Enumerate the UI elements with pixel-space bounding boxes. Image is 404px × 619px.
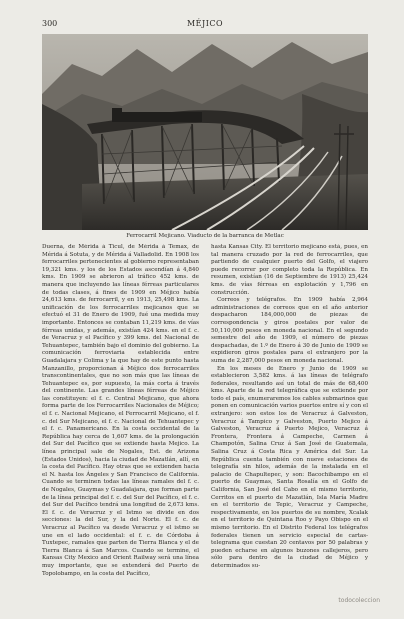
right-paragraph-2: Correos y telégrafos. En 1909 había 2,964 administraciones de correos que en el año anterior despacharon 184,000,000 de piezas de correspondencia y giros postales por valor de 50,110,000 pesos en moneda nacional. En el segundo semestre del año de 1909, el número de piezas despachadas, de 1.º de Enero á 30 de Junio de 1909 se expidieron giros postales para el extranjero por la suma de 2,287,000 pesos en moneda nacional. (211, 297, 368, 364)
left-paragraph-1: Duerna, de Mérida á Ticul, de Mérida á Temax, de Mérida á Sotuta, y de Mérida á Valladolid. En 1908 los ferrocarriles pertenecientes al gobierno representaban 19,321 kms. y los de los Estados ascendían á 4,840 kms. En 1909 se abrieron al tráfico 452 kms. de manera que incluyendo las líneas férreas particulares de todas clases, á fines de 1909 en Méjico había 24,613 kms. de ferrocarril, y en 1913, 25,498 kms. La unificación de los ferrocarriles mejicanos que se efectuó el 31 de Enero de 1909, fué una medida muy importante. Entonces se contaban 11,219 kms. de vías férreas unidas, y además, existían 424 kms. en el f. c. de Veracruz y el Pacífico y 399 kms. del Nacional de Tehuantepec, también bajo el dominio del gobierno. La comunicación ferroviaria establecida entre Guadalajara y Colima y la que hay de este punto hasta Manzanillo, proporcionan á Méjico dos ferrocarriles transcontinentales, que no son más que las líneas de Tehuantepec es, por supuesto, la más corta á través del continente. Las grandes líneas férreas de Méjico las constituyen: el f. c. Central Mejicano, que ahora forma parte de los Ferrocarriles Nacionales de Méjico; el f. c. Nacional Mejicano, el Ferrocarril Mejicano, el f. c. del Sur Mejicano, el f. c. Nacional de Tehuantepec y el f. c. Panamericano. En la costa occidental de la República hay cerca de 1,607 kms. de la prolongación del Sur del Pacífico que se extiende hasta Mejico. La línea principal sale de Nogales, Est. de Arizona (Estados Unidos), hacia la ciudad de Mazatlán, allí, en la costa del Pacífico. Hay otras que se extienden hacia el N. hasta los Ángeles y San Francisco de California. Cuando se terminen todas las líneas ramales del f. c. de Nogales, Guaymas y Guadalajara, que forman parte de la línea principal del f. c. del Sur del Pacífico, el f. c. del Sur del Pacífico tendrá una longitud de 2,673 kms. El f. c. de Veracruz y el Istmo se divide en dos secciones: la del Sur, y la del Norte. El f. c. de Veracruz al Pacífico va desde Veracruz y el istmo se une en el lado occidental: el f. c. de Córdoba á Tuxtepec, ramales que parten de Tierra Blanca y el de Tierra Blanca á San Marcos. Cuando se termine, el Kansas City Mexico and Orient Railway será una línea muy importante, que se extenderá del Puerto de Topolobampo, en la costa del Pacífico, (42, 244, 199, 577)
right-paragraph-1: hasta Kansas City. El territorio mejicano está, pues, en tal manera cruzado por la red de ferrocarriles, que partiendo de cualquier puerto del Golfo, el viajero puede recorrer por completo toda la República. En resumen, existían (16 de Septiembre de 1913) 25,424 kms. de vías férreas en explotación y 1,796 en construcción. (211, 244, 368, 296)
right-column (211, 244, 368, 610)
photo-caption: Ferrocarril Mejicano. Viaducto de la barranca de Metlac (126, 233, 284, 239)
left-column (42, 244, 199, 610)
right-paragraph-3: En los meses de Enero y Junio de 1909 se establecieron 3,582 kms. á las líneas de telégrafo federales, resultando así un total de más de 68,400 kms. Aparte de la red telegráfica que se extiende por todo el país, enumeraremos los cables submarinos que ponen en comunicación varios puertos entre sí y con el extranjero: son estos los de Veracruz á Galveston, Veracruz á Tampico y Galveston, Puerto Mejico á Galveston, Veracruz á Puerto Mejico, Veracruz á Frontera, Frontera á Campeche, Carmen á Champotón, Salina Cruz á San José de Guatemala, Salina Cruz á Costa Rica y América del Sur. La República cuenta también con nueve estaciones de telegrafía sin hilos, además de la instalada en el palacio de Chapultepec, y son: Bacochibampo en el puerto de Guaymas, Santa Rosalía en el Golfo de California, San José del Cabo en el mismo territorio, Cerritos en el puerto de Mazatlán, Isla María Madre en el territorio de Tepic, Veracruz y Campeche, respectivamente, en los puertos de su nombre, Xcalak en el territorio de Quintana Roo y Payo Obispo en el mismo territorio. En el Distrito Federal los telégrafos federales tienen un servicio especial de cartas-telegrama que cuestan 20 centavos por 50 palabras y pueden echarse en algunos buzones callejeros, pero sólo para dentro de la ciudad de Méjico y determinados su- (211, 365, 368, 569)
running-title: MÉJICO (186, 19, 224, 28)
page-number: 300 (42, 19, 58, 28)
watermark: todocoleccion (338, 597, 380, 604)
viaduct-illustration (42, 34, 368, 230)
railway-viaduct-photo (42, 34, 368, 230)
page-header (42, 18, 368, 30)
